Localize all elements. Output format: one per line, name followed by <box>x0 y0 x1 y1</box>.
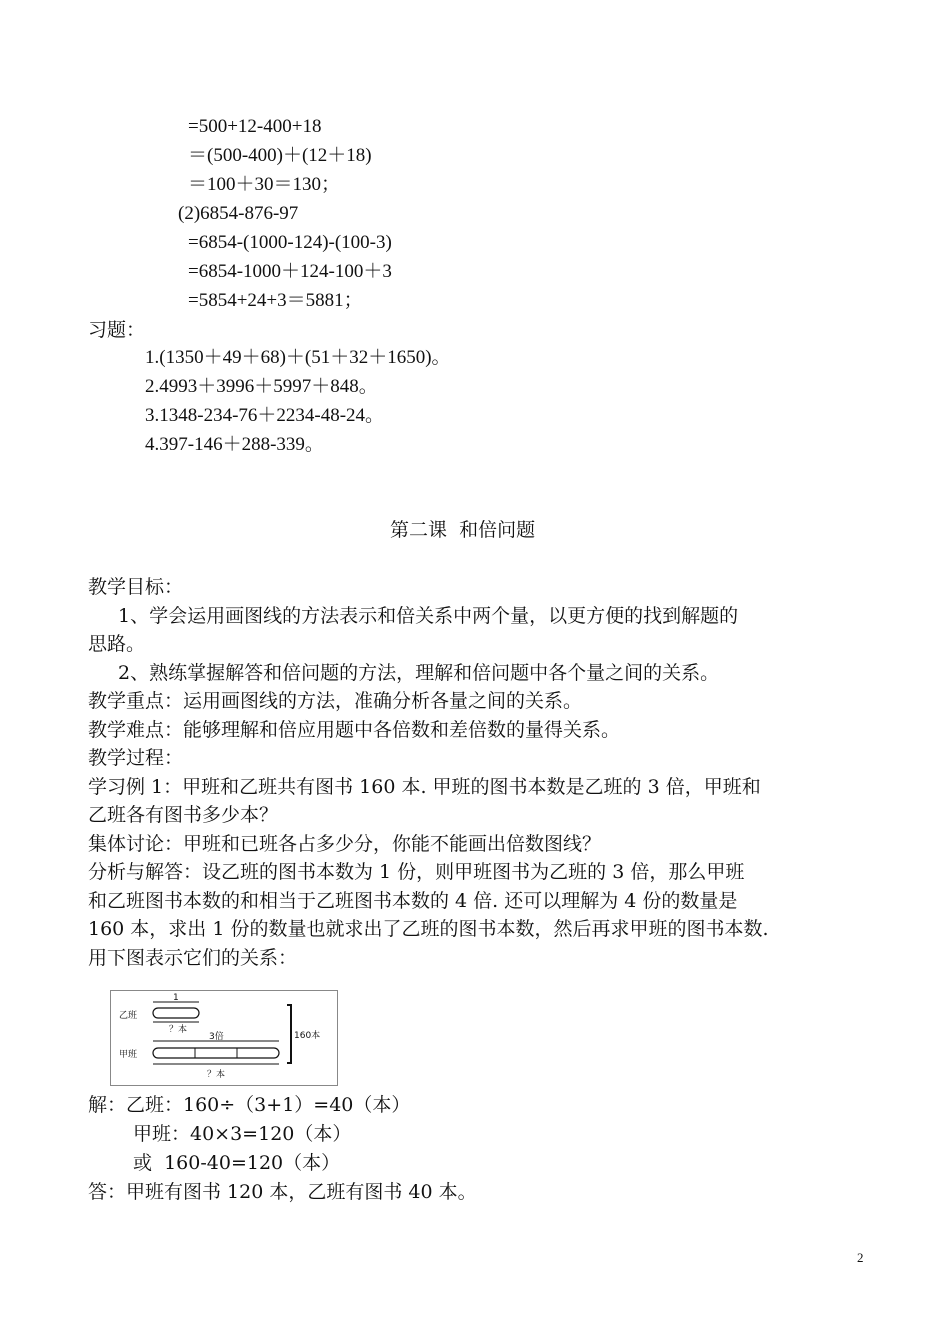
ratio-diagram-svg <box>111 991 337 1085</box>
calc-line-4: (2)6854-876-97 <box>178 203 299 224</box>
solution-line-1: 解：乙班：160÷（3+1）=40（本） <box>88 1094 411 1116</box>
diagram-label-yi: 乙班 <box>119 1011 138 1021</box>
goal-1-line-2: 思路。 <box>88 633 146 655</box>
calc-line-3: ＝100＋30＝130； <box>188 174 341 195</box>
exercise-item-2: 2.4993＋3996＋5997＋848。 <box>145 376 378 397</box>
analysis-line-4: 用下图表示它们的关系： <box>88 947 298 969</box>
ratio-diagram <box>110 990 338 1086</box>
diagram-label-total: 160本 <box>294 1031 321 1041</box>
segment-jia <box>153 1048 279 1058</box>
analysis-line-3: 160 本，求出 1 份的数量也就求出了乙班的图书本数，然后再求甲班的图书本数. <box>88 918 769 940</box>
process-heading: 教学过程： <box>88 747 184 769</box>
diagram-label-one: 1 <box>173 993 179 1003</box>
key-point: 教学重点：运用画图线的方法，准确分析各量之间的关系。 <box>88 690 583 712</box>
discussion: 集体讨论：甲班和已班各占多少分，你能不能画出倍数图线？ <box>88 833 602 855</box>
calc-line-5: =6854-(1000-124)-(100-3) <box>188 232 392 253</box>
diagram-label-q-yi: ？本 <box>169 1025 188 1035</box>
page-number: 2 <box>857 1250 864 1265</box>
calc-line-7: =5854+24+3＝5881； <box>188 290 363 311</box>
example-line-2: 乙班各有图书多少本？ <box>88 804 279 826</box>
example-line-1: 学习例 1：甲班和乙班共有图书 160 本. 甲班的图书本数是乙班的 3 倍，甲班和 <box>88 776 761 798</box>
lesson-title: 第二课 和倍问题 <box>390 519 536 541</box>
exercise-item-1: 1.(1350＋49＋68)＋(51＋32＋1650)。 <box>145 347 451 368</box>
exercises-heading: 习题： <box>88 319 146 341</box>
analysis-line-2: 和乙班图书本数的和相当于乙班图书本数的 4 倍. 还可以理解为 4 份的数量是 <box>88 890 738 912</box>
calc-line-1: =500+12-400+18 <box>188 116 322 137</box>
diagram-label-three-times: 3倍 <box>209 1032 224 1042</box>
exercise-item-3: 3.1348-234-76＋2234-48-24。 <box>145 405 385 426</box>
goal-1-line-1: 1、学会运用画图线的方法表示和倍关系中两个量，以更方便的找到解题的 <box>118 605 739 627</box>
total-bracket <box>287 1005 291 1063</box>
solution-line-2: 甲班：40×3=120（本） <box>133 1123 352 1145</box>
diagram-label-q-jia: ？本 <box>207 1070 226 1080</box>
solution-line-3: 或 160-40=120（本） <box>133 1152 341 1174</box>
segment-yi <box>153 1008 199 1018</box>
difficulty: 教学难点：能够理解和倍应用题中各倍数和差倍数的量得关系。 <box>88 719 621 741</box>
answer: 答：甲班有图书 120 本，乙班有图书 40 本。 <box>88 1181 477 1203</box>
goals-heading: 教学目标： <box>88 576 184 598</box>
exercise-item-4: 4.397-146＋288-339。 <box>145 434 324 455</box>
analysis-line-1: 分析与解答：设乙班的图书本数为 1 份，则甲班图书为乙班的 3 倍，那么甲班 <box>88 861 745 883</box>
diagram-label-jia: 甲班 <box>119 1050 138 1060</box>
calc-line-2: ＝(500-400)＋(12＋18) <box>188 145 372 166</box>
calc-line-6: =6854-1000＋124-100＋3 <box>188 261 392 282</box>
goal-2: 2、熟练掌握解答和倍问题的方法，理解和倍问题中各个量之间的关系。 <box>118 662 720 684</box>
